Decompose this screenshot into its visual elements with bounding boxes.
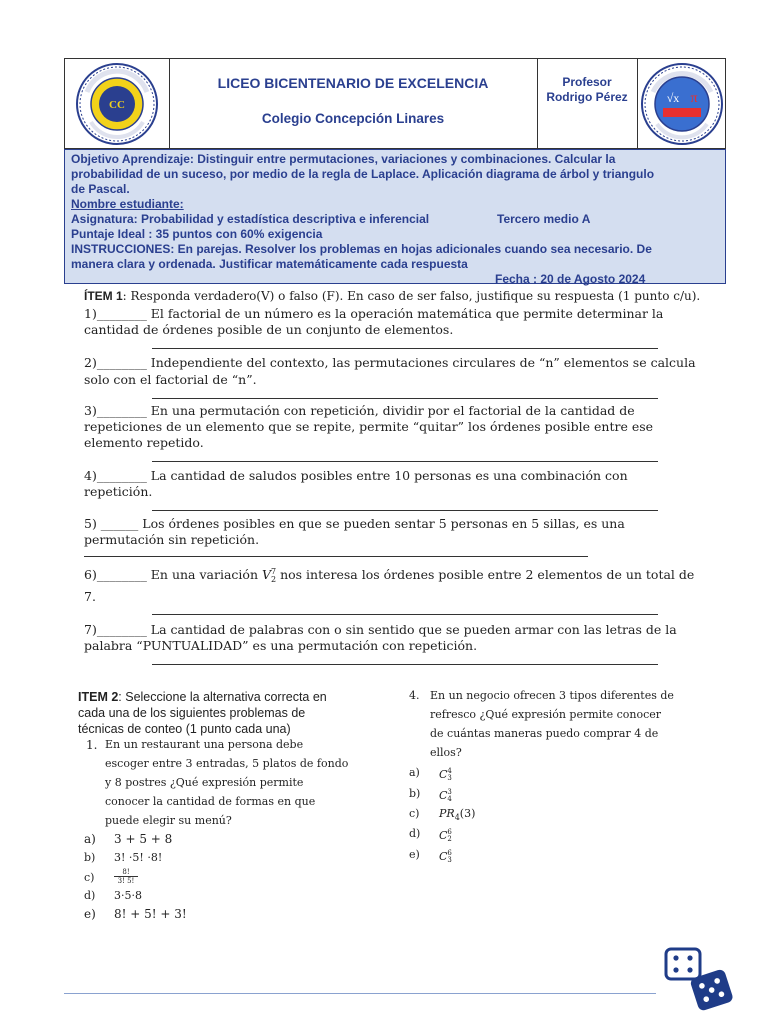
item2-instruction-2: cada una de los siguientes problemas de [78,706,306,720]
variation-taken: 2 [271,574,277,584]
option-expression [439,828,452,844]
q4-number: 4. [409,689,420,702]
option-expression [439,806,475,826]
q5-answer-line[interactable] [84,556,588,557]
q1-text-4: conocer la cantidad de formas en que [105,795,316,808]
q4-option-b[interactable] [409,786,452,803]
variation-total: 7 [271,566,277,576]
left-seal-cell [65,59,170,148]
q4-text-4: ellos? [430,746,462,759]
combination-letter: C [439,789,448,802]
q1-option-a[interactable] [84,831,173,847]
q4-text-3: de cuántas maneras puedo comprar 4 de [430,727,659,740]
q4-text-1: En un negocio ofrecen 3 tipos diferentes de [430,689,674,702]
q1-text-1: En un restaurant una persona debe [105,738,304,751]
q1-line-2: cantidad de órdenes posible de un conjunto de elementos. [84,322,454,337]
option-letter: b) [84,851,96,864]
q3-answer-line[interactable] [152,461,658,462]
combination-lower: 3 [447,774,452,782]
score-label: Puntaje Ideal : 35 puntos con 60% exigencia [71,227,323,241]
option-letter: a) [84,832,96,846]
combination-letter: C [439,829,448,842]
school-title: LICEO BICENTENARIO DE EXCELENCIA [217,75,489,91]
q4-answer-line[interactable] [152,510,658,511]
permutation-index: 4 [454,813,460,823]
q3-line-2: repeticiones de un elemento que se repite, permite “quitar” los órdenes posible entre ese [84,419,654,434]
svg-text:CC: CC [109,99,125,111]
q1-text-3: y 8 postres ¿Qué expresión permite [105,776,304,789]
permutation-letters: PR [439,807,455,820]
teacher-name: Rodrigo Pérez [546,90,628,104]
q6-line-1 [84,567,694,584]
combination-lower: 2 [447,835,452,843]
combination-letter: C [439,850,448,863]
q6-suffix: nos interesa los órdenes posible entre 2 elementos de un total de [276,567,695,582]
fraction [114,868,138,885]
q6-line-2: 7. [84,589,96,604]
q7-line-1: 7)________ La cantidad de palabras con o sin sentido que se pueden armar con las letras de la [84,622,677,637]
combination-upper: 6 [447,849,452,857]
q1-option-d[interactable] [84,888,142,904]
option-letter: c) [409,807,420,820]
fraction-numerator: 8! [114,868,138,877]
date-label: Fecha : 20 de Agosto 2024 [495,272,646,286]
combination-lower: 4 [447,795,452,803]
combination-upper: 4 [447,767,452,775]
option-letter: e) [409,848,420,861]
q2-line-1: 2)________ Independiente del contexto, las permutaciones circulares de “n” elementos se calcula [84,355,696,370]
school-crest-icon [73,62,161,146]
option-expression [439,767,452,783]
teacher-title: Profesor [562,75,612,89]
q6-prefix: 6)________ En una variación [84,567,262,582]
q2-line-2: solo con el factorial de “n”. [84,372,257,387]
q4-text-2: refresco ¿Qué expresión permite conocer [430,708,662,721]
item1-instruction: : Responda verdadero(V) o falso (F). En caso de ser falso, justifique su respuesta (1 punto c/u). [122,289,701,303]
q3-line-3: elemento repetido. [84,435,204,450]
option-text: 3! ·5! ·8! [114,851,163,864]
item2-instruction-3: técnicas de conteo (1 punto cada una) [78,722,291,736]
q5-line-1: 5) ______ Los órdenes posibles en que se pueden sentar 5 personas en 5 sillas, es una [84,516,625,531]
instructions-line-1: INSTRUCCIONES: En parejas. Resolver los problemas en hojas adicionales cuando sea necesario. De [71,242,652,256]
option-text: 3 + 5 + 8 [114,832,173,846]
combination-upper: 6 [447,828,452,836]
option-letter: c) [84,871,95,884]
svg-text:√x: √x [666,91,680,105]
school-subtitle: Colegio Concepción Linares [261,111,445,126]
option-letter: d) [84,889,96,902]
q1-number: 1. [86,738,98,752]
item2-instruction-1: : Seleccione la alternativa correcta en [118,690,327,704]
combination-lower: 3 [447,856,452,864]
q1-text-2: escoger entre 3 entradas, 5 platos de fondo [105,757,349,770]
q1-option-e[interactable] [84,906,187,922]
option-expression [439,788,452,804]
q1-option-b[interactable] [84,850,163,866]
variation-symbol [262,567,276,582]
objective-line-3: de Pascal. [71,182,130,196]
option-letter: b) [409,787,421,800]
q1-text-5: puede elegir su menú? [105,814,232,827]
svg-text:π: π [690,91,698,106]
permutation-argument: (3) [459,807,476,820]
q4-option-e[interactable] [409,847,452,864]
objective-line-1: Objetivo Aprendizaje: Distinguir entre permutaciones, variaciones y combinaciones. Calcular la [71,152,616,166]
option-text: 3·5·8 [114,889,142,902]
header-table [64,58,726,149]
q6-answer-line[interactable] [152,614,658,615]
q1-option-c[interactable] [84,868,135,886]
item2-title: ITEM 2 [78,690,119,704]
school-name-cell [169,59,538,148]
q4-option-a[interactable] [409,765,452,782]
student-name-label: Nombre estudiante: [71,197,184,211]
option-letter: e) [84,907,96,921]
fraction-denominator: 3! 5! [117,877,135,885]
objectives-box [64,149,726,284]
item2-heading [78,689,327,705]
variation-letter: V [261,567,271,582]
q3-line-1: 3)________ En una permutación con repetición, dividir por el factorial de la cantidad de [84,403,635,418]
q7-answer-line[interactable] [152,664,658,665]
subject-label: Asignatura: Probabilidad y estadística descriptiva e inferencial [71,212,430,226]
q7-line-2: palabra “PUNTUALIDAD” es una permutación con repetición. [84,638,478,653]
item1-title: ÍTEM 1 [84,289,123,303]
teacher-cell [537,59,638,148]
instructions-line-2: manera clara y ordenada. Justificar matemáticamente cada respuesta [71,257,468,271]
option-letter: a) [409,766,420,779]
q1-answer-line[interactable] [152,348,658,349]
q4-option-d[interactable] [409,826,452,843]
objective-line-2: probabilidad de un suceso, por medio de la regla de Laplace. Aplicación diagrama de árbol y triangulo [71,167,655,181]
combination-upper: 3 [447,788,452,796]
item1-heading [84,288,700,304]
q4-line-1: 4)________ La cantidad de saludos posibles entre 10 personas es una combinación con [84,468,628,483]
combination-letter: C [439,768,448,781]
grade-label: Tercero medio A [497,212,591,226]
option-expression [439,849,452,865]
option-text: 8! + 5! + 3! [114,907,187,921]
q5-line-2: permutación sin repetición. [84,532,260,547]
right-seal-cell [637,59,727,148]
dice-icon [662,945,742,1015]
q1-line-1: 1)________ El factorial de un número es la operación matemática que permite determinar la [84,306,664,321]
math-department-crest-icon [639,62,725,146]
q4-line-2: repetición. [84,484,153,499]
option-letter: d) [409,827,421,840]
footer-rule [64,993,656,994]
q4-option-c[interactable] [409,806,476,823]
q2-answer-line[interactable] [152,398,658,399]
